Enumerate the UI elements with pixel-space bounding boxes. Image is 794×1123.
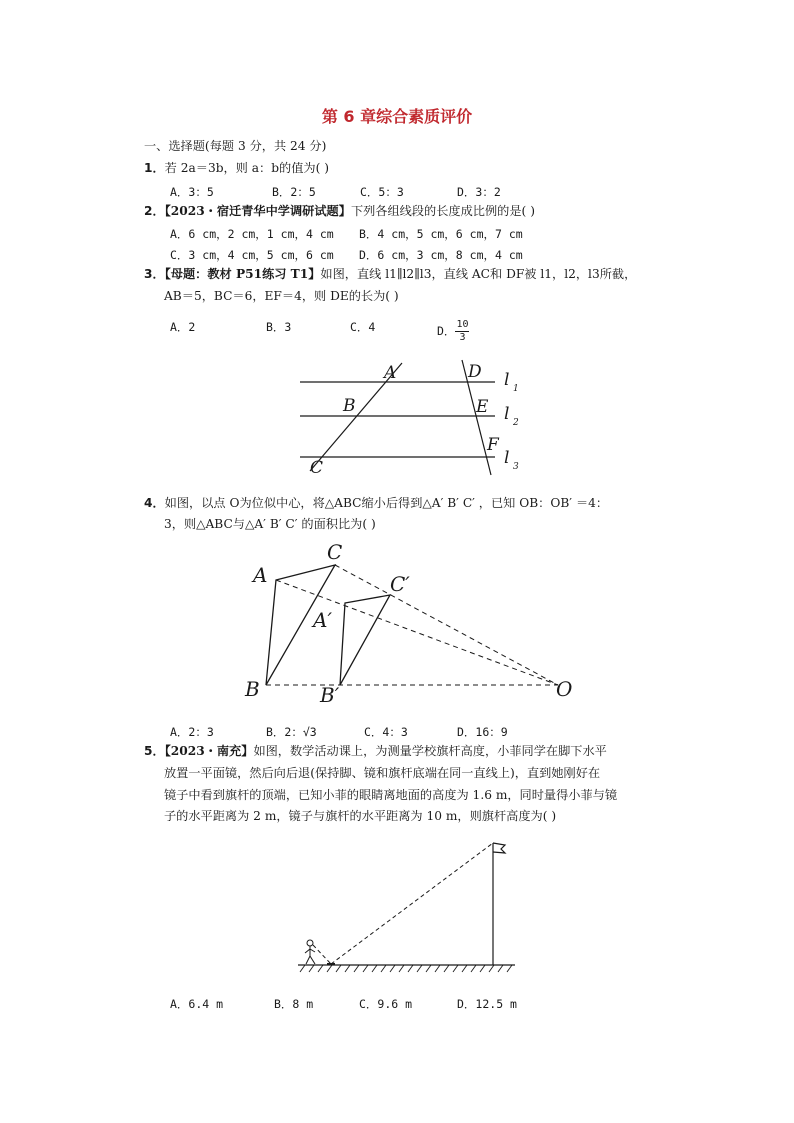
question-stem-line-3: 镜子中看到旗杆的顶端，已知小菲的眼睛离地面的高度为 1.6 m，同时量得小菲与镜 bbox=[164, 788, 618, 802]
label-l3-sub: 3 bbox=[513, 462, 519, 472]
label-o: O bbox=[556, 677, 573, 701]
option-a: A．6 cm，2 cm，1 cm，4 cm bbox=[170, 227, 334, 241]
question-number: 3． bbox=[144, 267, 165, 281]
question-5 bbox=[144, 743, 607, 759]
option-d: D．6 cm，3 cm，8 cm，4 cm bbox=[359, 248, 523, 262]
label-b: B bbox=[343, 396, 356, 416]
option-b: B．2：√3 bbox=[266, 725, 317, 739]
question-number: 1． bbox=[144, 161, 165, 175]
flag-icon bbox=[493, 843, 505, 853]
question-stem-line-2: 3，则△ABC与△A′ B′ C′ 的面积比为( ) bbox=[164, 517, 376, 531]
label-l3: l bbox=[504, 448, 510, 468]
label-l2: l bbox=[504, 404, 510, 424]
label-l1-sub: 1 bbox=[513, 384, 519, 394]
mirror-icon bbox=[327, 963, 335, 965]
ground-hatch bbox=[300, 965, 512, 972]
ray-oc bbox=[335, 565, 558, 685]
question-source: 【母题：教材 P51练习 T1】 bbox=[164, 267, 321, 281]
ray-oa bbox=[276, 580, 558, 685]
question-stem: 如图，以点 O为位似中心，将△ABC缩小后得到△A′ B′ C′ ，已知 OB：OB′ ＝4： bbox=[164, 496, 609, 510]
label-a: A bbox=[384, 363, 397, 383]
person-icon bbox=[305, 940, 315, 964]
label-b: B bbox=[245, 677, 260, 701]
triangle-a2b2c2 bbox=[340, 595, 390, 685]
option-a: A．2 bbox=[170, 320, 196, 334]
parallel-lines-figure bbox=[290, 355, 530, 480]
option-c: C．5：3 bbox=[360, 185, 404, 199]
label-f: F bbox=[487, 435, 499, 455]
option-b: B．8 m bbox=[274, 997, 314, 1011]
option-c: C．9.6 m bbox=[359, 997, 413, 1011]
option-a: A．2：3 bbox=[170, 725, 214, 739]
fraction: $\frac{10}{3}$ bbox=[456, 319, 469, 343]
question-4 bbox=[144, 495, 608, 511]
option-c: C．4 bbox=[350, 320, 376, 334]
question-number: 4． bbox=[144, 496, 165, 510]
label-l2-sub: 2 bbox=[513, 418, 519, 428]
question-stem: 如图，直线 l1∥l2∥l3，直线 AC和 DF被 l1，l2，l3所截， bbox=[320, 267, 637, 281]
sight-line-eye-to-mirror bbox=[313, 945, 331, 964]
label-a-prime: A′ bbox=[313, 608, 332, 632]
flagpole-figure bbox=[295, 835, 520, 975]
label-c: C bbox=[327, 540, 343, 564]
option-b: B．4 cm，5 cm，6 cm，7 cm bbox=[359, 227, 523, 241]
question-1 bbox=[144, 160, 329, 176]
label-a: A bbox=[253, 563, 268, 587]
label-c-prime: C′ bbox=[390, 572, 410, 596]
question-stem-line-2: AB＝5，BC＝6，EF＝4，则 DE的长为( ) bbox=[164, 289, 399, 303]
question-source: 【2023・宿迁青华中学调研试题】 bbox=[164, 204, 351, 218]
section-heading: 一、选择题(每题 3 分，共 24 分) bbox=[144, 139, 327, 153]
label-d: D bbox=[468, 362, 482, 382]
question-stem: 如图，数学活动课上，为测量学校旗杆高度，小菲同学在脚下水平 bbox=[253, 744, 607, 758]
question-stem: 下列各组线段的长度成比例的是( ) bbox=[350, 204, 535, 218]
option-a: A．6.4 m bbox=[170, 997, 224, 1011]
question-3 bbox=[144, 266, 636, 282]
option-b: B．3 bbox=[266, 320, 292, 334]
question-stem-line-4: 子的水平距离为 2 m，镜子与旗杆的水平距离为 10 m，则旗杆高度为( ) bbox=[164, 809, 557, 823]
question-source: 【2023・南充】 bbox=[164, 744, 254, 758]
question-stem-line-2: 放置一平面镜，然后向后退(保持脚、镜和旗杆底端在同一直线上)，直到她刚好在 bbox=[164, 766, 601, 780]
label-l1: l bbox=[504, 370, 510, 390]
homothety-figure bbox=[240, 535, 585, 710]
label-c: C bbox=[310, 458, 324, 478]
option-c: C．3 cm，4 cm，5 cm，6 cm bbox=[170, 248, 334, 262]
option-b: B．2：5 bbox=[272, 185, 316, 199]
option-d: D．3：2 bbox=[457, 185, 501, 199]
option-a: A．3：5 bbox=[170, 185, 214, 199]
question-number: 2． bbox=[144, 204, 165, 218]
question-number: 5． bbox=[144, 744, 165, 758]
sight-line-mirror-to-top bbox=[331, 843, 493, 964]
option-d: D．12.5 m bbox=[457, 997, 517, 1011]
option-c: C．4：3 bbox=[364, 725, 408, 739]
option-d: D．16：9 bbox=[457, 725, 508, 739]
question-2 bbox=[144, 203, 535, 219]
option-d: D． $\frac{10}{3}$ bbox=[437, 319, 469, 343]
label-e: E bbox=[476, 397, 489, 417]
label-b-prime: B′ bbox=[320, 683, 340, 707]
page-title: 第 6 章综合素质评价 bbox=[321, 107, 473, 126]
question-stem: 若 2a＝3b，则 a：b的值为( ) bbox=[164, 161, 329, 175]
